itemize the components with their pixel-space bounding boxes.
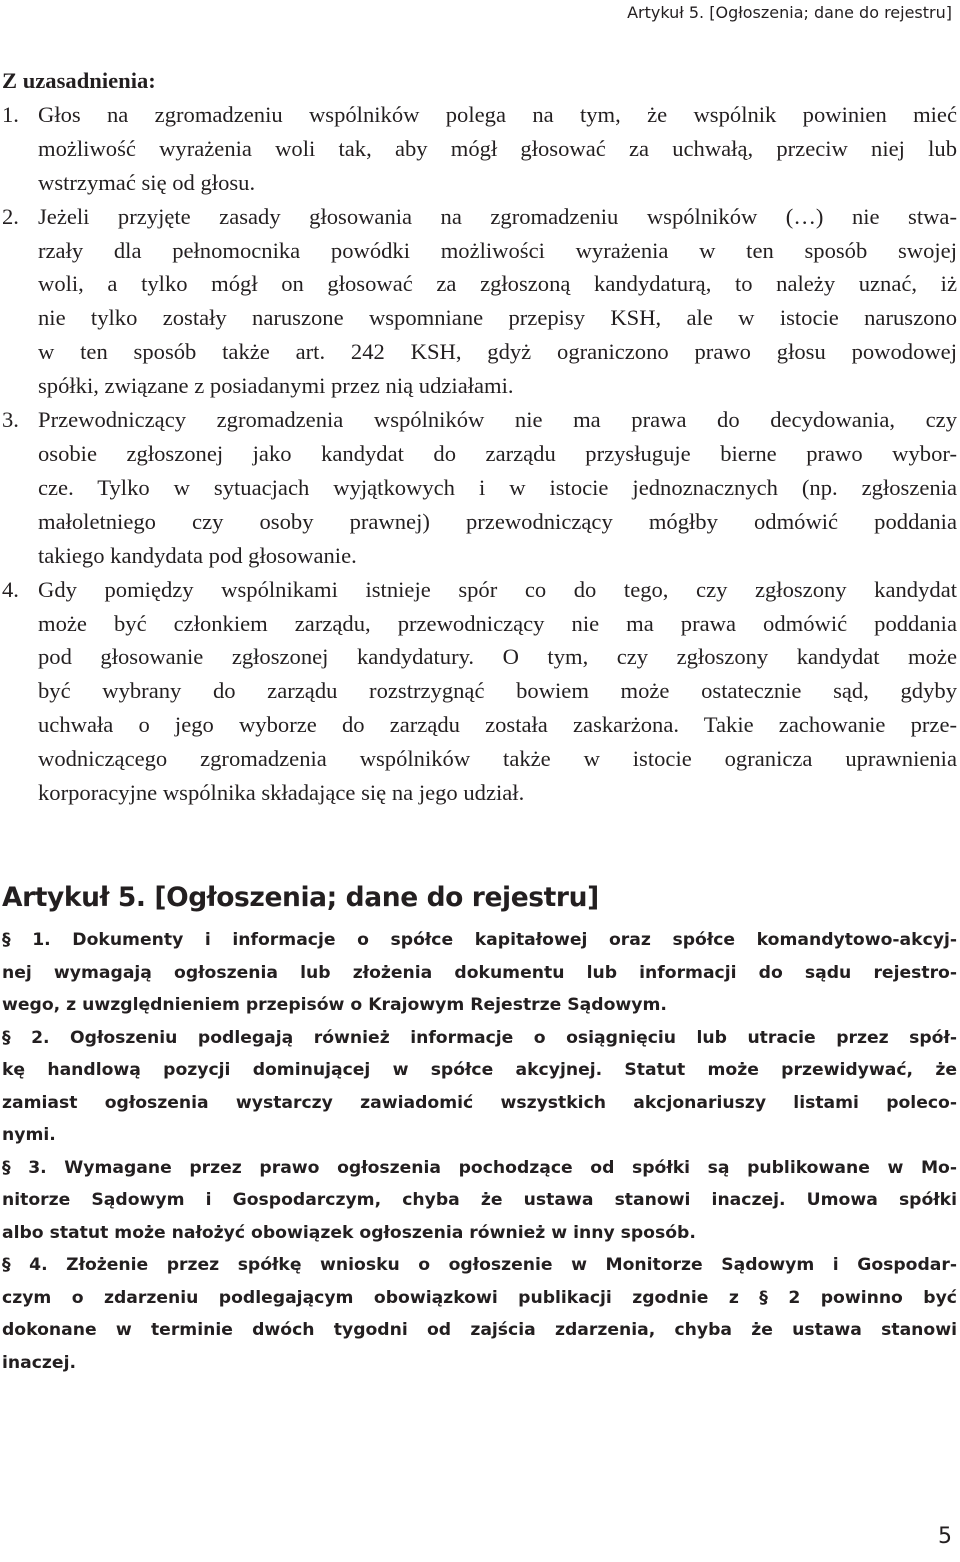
- rationale-line: osobie zgłoszonej jako kandydat do zarządu przysługuje bierne prawo wybor-: [38, 440, 957, 466]
- point-number: 3.: [2, 407, 19, 433]
- rationale-point: [2, 200, 957, 403]
- article-paragraph: [2, 1022, 957, 1152]
- paragraph-line: § 4. Złożenie przez spółkę wniosku o ogłoszenie w Monitorze Sądowym i Gospodar-: [2, 1255, 957, 1275]
- rationale-line: spółki, związane z posiadanymi przez nią udziałami.: [38, 373, 514, 399]
- rationale-line: takiego kandydata pod głosowanie.: [38, 542, 357, 568]
- point-text: Jeżeli przyjęte zasady głosowania na zgromadzeniu wspólników (…) nie stwa-: [38, 203, 957, 229]
- paragraph-line: dokonane w terminie dwóch tygodni od zajścia zdarzenia, chyba że ustawa stanowi: [2, 1320, 957, 1340]
- rationale-line: [2, 573, 957, 607]
- rationale-line: uchwała o jego wyborze do zarządu została zaskarżona. Takie zachowanie prze-: [38, 712, 957, 738]
- paragraph-line: inaczej.: [2, 1352, 76, 1373]
- paragraph-line: kę handlową pozycji dominującej w spółce akcyjnej. Statut może przewidywać, że: [2, 1060, 957, 1080]
- rationale-line: wstrzymać się od głosu.: [38, 169, 256, 195]
- point-number: 4.: [2, 576, 19, 602]
- paragraph-line: albo statut może nałożyć obowiązek ogłoszenia również w inny sposób.: [2, 1222, 696, 1243]
- rationale-line: pod głosowanie zgłoszonej kandydatury. O tym, czy zgłoszony kandydat może: [38, 644, 957, 670]
- point-text: Gdy pomiędzy wspólnikami istnieje spór co do tego, czy zgłoszony kandydat: [38, 576, 957, 602]
- rationale-point: [2, 98, 957, 200]
- rationale-line: rzały dla pełnomocnika powódki możliwości wyrażenia w ten sposób swojej: [38, 237, 957, 263]
- paragraph-line: § 3. Wymagane przez prawo ogłoszenia pochodzące od spółki są publikowane w Mo-: [2, 1157, 957, 1178]
- point-text: Głos na zgromadzeniu wspólników polega na tym, że wspólnik powinien mieć: [38, 101, 957, 127]
- rationale-line: [2, 98, 957, 132]
- paragraph-line: § 1. Dokumenty i informacje o spółce kapitałowej oraz spółce komandytowo-akcyj-: [2, 930, 957, 950]
- rationale-section: [2, 64, 957, 810]
- rationale-line: woli, a tylko mógł on głosować za zgłoszoną kandydaturą, to należy uznać, iż: [38, 271, 957, 297]
- paragraph-line: nej wymagają ogłoszenia lub złożenia dokumentu lub informacji do sądu rejestro-: [2, 962, 957, 983]
- article-paragraph: [2, 1152, 957, 1250]
- page-number: 5: [938, 1524, 952, 1549]
- rationale-line: cze. Tylko w sytuacjach wyjątkowych i w istocie jednoznacznych (np. zgłoszenia: [38, 474, 957, 500]
- paragraph-line: nitorze Sądowym i Gospodarczym, chyba że ustawa stanowi inaczej. Umowa spółki: [2, 1190, 957, 1210]
- rationale-line: być wybrany do zarządu rozstrzygnąć bowiem może ostatecznie sąd, gdyby: [38, 678, 957, 704]
- article-paragraph: [2, 924, 957, 1022]
- rationale-line: [2, 403, 957, 437]
- paragraph-line: § 2. Ogłoszeniu podlegają również informacje o osiągnięciu lub utracie przez spół-: [2, 1027, 957, 1048]
- article-paragraph: [2, 1249, 957, 1379]
- article-section: [2, 874, 957, 1379]
- rationale-points: [2, 98, 957, 810]
- paragraph-line: czym o zdarzeniu podlegającym obowiązkowi publikacji zgodnie z § 2 powinno być: [2, 1287, 957, 1308]
- paragraph-line: wego, z uwzględnieniem przepisów o Krajowym Rejestrze Sądowym.: [2, 995, 667, 1015]
- article-title: Artykuł 5. [Ogłoszenia; dane do rejestru]: [2, 882, 599, 913]
- rationale-line: może być członkiem zarządu, przewodniczący nie ma prawa odmówić poddania: [38, 610, 957, 636]
- rationale-line: [2, 200, 957, 234]
- point-text: Przewodniczący zgromadzenia wspólników nie ma prawa do decydowania, czy: [38, 407, 957, 433]
- article-paragraphs: [2, 924, 957, 1379]
- rationale-line: w ten sposób także art. 242 KSH, gdyż ograniczono prawo głosu powodowej: [38, 339, 957, 365]
- rationale-line: korporacyjne wspólnika składające się na jego udział.: [38, 780, 525, 806]
- rationale-point: [2, 573, 957, 810]
- rationale-line: nie tylko zostały naruszone wspomniane przepisy KSH, ale w istocie naruszono: [38, 305, 957, 331]
- rationale-point: [2, 403, 957, 573]
- rationale-line: możliwość wyrażenia woli tak, aby mógł głosować za uchwałą, przeciw niej lub: [38, 135, 957, 161]
- rationale-line: małoletniego czy osoby prawnej) przewodniczący mógłby odmówić poddania: [38, 508, 957, 534]
- rationale-line: wodniczącego zgromadzenia wspólników także w istocie ogranicza uprawnienia: [38, 746, 957, 772]
- running-header: Artykuł 5. [Ogłoszenia; dane do rejestru]: [627, 3, 952, 22]
- rationale-heading: Z uzasadnienia:: [2, 68, 156, 93]
- point-number: 1.: [2, 101, 19, 127]
- point-number: 2.: [2, 203, 19, 229]
- paragraph-line: zamiast ogłoszenia wystarczy zawiadomić wszystkich akcjonariuszy listami poleco-: [2, 1092, 957, 1113]
- paragraph-line: nymi.: [2, 1125, 56, 1145]
